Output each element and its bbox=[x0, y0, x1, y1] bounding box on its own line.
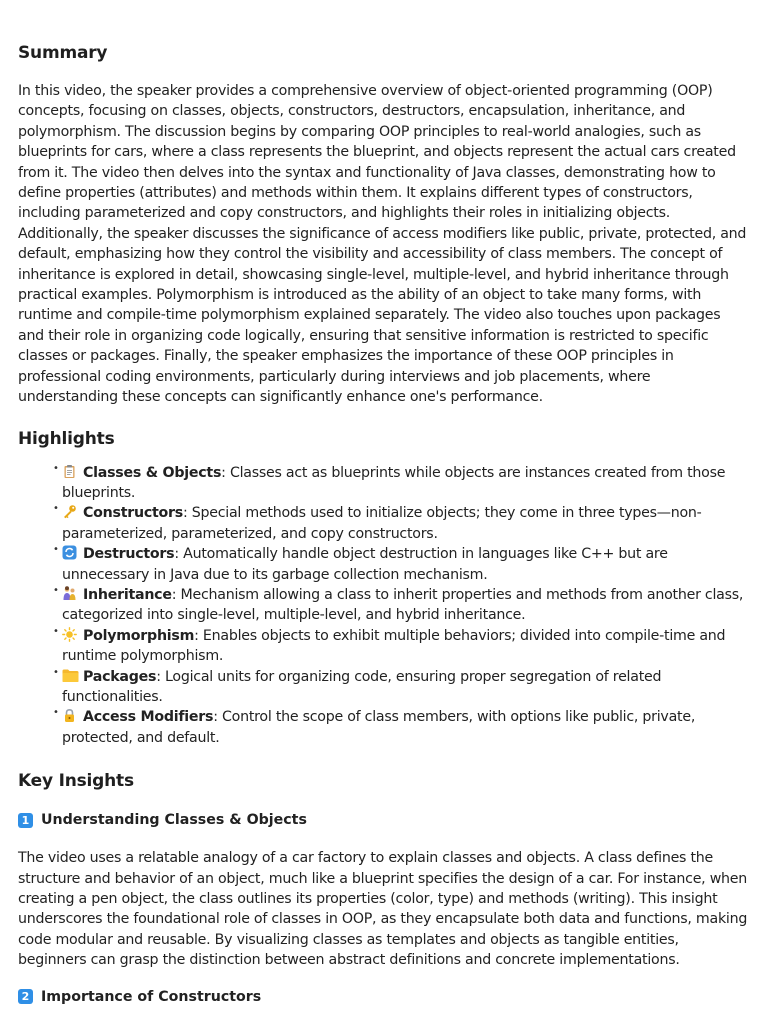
highlight-text: : Control the scope of class members, with options like public, private, protected, and default. bbox=[62, 709, 696, 746]
number-badge-icon: 1 bbox=[18, 813, 33, 828]
highlight-title: Classes & Objects bbox=[83, 464, 222, 481]
highlight-title: Packages bbox=[83, 668, 157, 685]
bullet-icon: • bbox=[53, 625, 59, 637]
summary-paragraph: In this video, the speaker provides a comprehensive overview of object-oriented programming (OOP) concepts, focusing on classes, objects, constructors, destructors, encapsulation, inheritance, and polymorphism. The discussion begins by comparing OOP principles to real-world analogies, such as blueprints for cars, where a class represents the blueprint, and objects represent the actual cars created from it. The video then delves into the syntax and functionality of Java classes, demonstrating how to define properties (attributes) and methods within them. It explains different types of constructors, including parameterized and copy constructors, and highlights their roles in initializing objects. Additionally, the speaker discusses the significance of access modifiers like public, private, protected, and default, emphasizing how they control the visibility and accessibility of class members. The concept of inheritance is explored in detail, showcasing single-level, multiple-level, and hybrid inheritance through practical examples. Polymorphism is introduced as the ability of an object to take many forms, with runtime and compile-time polymorphism explained separately. The video also touches upon packages and their role in organizing code logically, ensuring that sensitive information is restricted to specific classes or packages. Finally, the speaker emphasizes the importance of these OOP principles in professional coding environments, particularly during interviews and job placements, where understanding these concepts can significantly enhance one's performance. bbox=[18, 83, 747, 406]
highlight-item bbox=[53, 462, 750, 504]
key-icon bbox=[62, 504, 77, 519]
highlight-item bbox=[53, 666, 750, 708]
summary-heading: Summary bbox=[18, 43, 108, 63]
insight-title: Understanding Classes & Objects bbox=[41, 812, 307, 829]
highlight-text: : Classes act as blueprints while objects are instances created from those blueprints. bbox=[62, 464, 726, 501]
highlight-text: : Mechanism allowing a class to inherit properties and methods from another class, categorized into single-level, multiple-level, and hybrid inheritance. bbox=[62, 586, 744, 624]
highlight-title: Destructors bbox=[83, 546, 175, 563]
key-insights-heading: Key Insights bbox=[18, 771, 134, 792]
highlight-item bbox=[53, 584, 750, 626]
sun-icon bbox=[62, 627, 77, 642]
highlight-text: : Enables objects to exhibit multiple behaviors; divided into compile-time and runtime polymorphism. bbox=[62, 627, 726, 665]
highlight-item bbox=[53, 625, 750, 667]
insight-heading bbox=[18, 987, 750, 1007]
highlight-title: Inheritance bbox=[83, 586, 172, 603]
highlight-item bbox=[53, 544, 750, 585]
highlight-title: Polymorphism bbox=[83, 627, 195, 644]
highlight-text: : Logical units for organizing code, ensuring proper segregation of related functionalities. bbox=[62, 668, 662, 705]
highlight-title: Constructors bbox=[83, 505, 183, 522]
highlight-text: : Special methods used to initialize objects; they come in three types—non-parameterized, parameterized, and copy constructors. bbox=[62, 505, 702, 542]
insight-heading bbox=[18, 810, 750, 830]
family-icon bbox=[62, 586, 77, 601]
highlights-list bbox=[18, 463, 750, 749]
recycle-arrows-icon bbox=[62, 545, 77, 560]
highlight-item bbox=[53, 707, 750, 748]
lock-icon bbox=[62, 708, 77, 723]
bullet-icon: • bbox=[53, 544, 59, 556]
folder-icon bbox=[62, 668, 77, 683]
insight-title: Importance of Constructors bbox=[41, 988, 262, 1005]
highlight-title: Access Modifiers bbox=[83, 709, 214, 726]
bullet-icon: • bbox=[53, 503, 59, 515]
bullet-icon: • bbox=[53, 584, 59, 596]
bullet-icon: • bbox=[53, 707, 59, 719]
bullet-icon: • bbox=[53, 666, 59, 678]
clipboard-icon bbox=[62, 464, 77, 479]
highlight-text: : Automatically handle object destruction in languages like C++ but are unnecessary in Java due to its garbage collection mechanism. bbox=[62, 546, 668, 583]
highlight-item bbox=[53, 503, 750, 544]
highlights-heading: Highlights bbox=[18, 428, 115, 449]
bullet-icon: • bbox=[53, 462, 59, 474]
number-badge-icon: 2 bbox=[18, 989, 33, 1004]
insight-paragraph: The video uses a relatable analogy of a car factory to explain classes and objects. A class defines the structure and behavior of an object, much like a blueprint specifies the design of a car. For instance, when creating a pen object, the class outlines its properties (color, type) and methods (writing). This insight underscores the foundational role of classes in OOP, as they encapsulate both data and functions, making code modular and reusable. By visualizing classes as templates and objects as tangible entities, beginners can grasp the distinction between abstract definitions and concrete implementations. bbox=[18, 850, 748, 969]
